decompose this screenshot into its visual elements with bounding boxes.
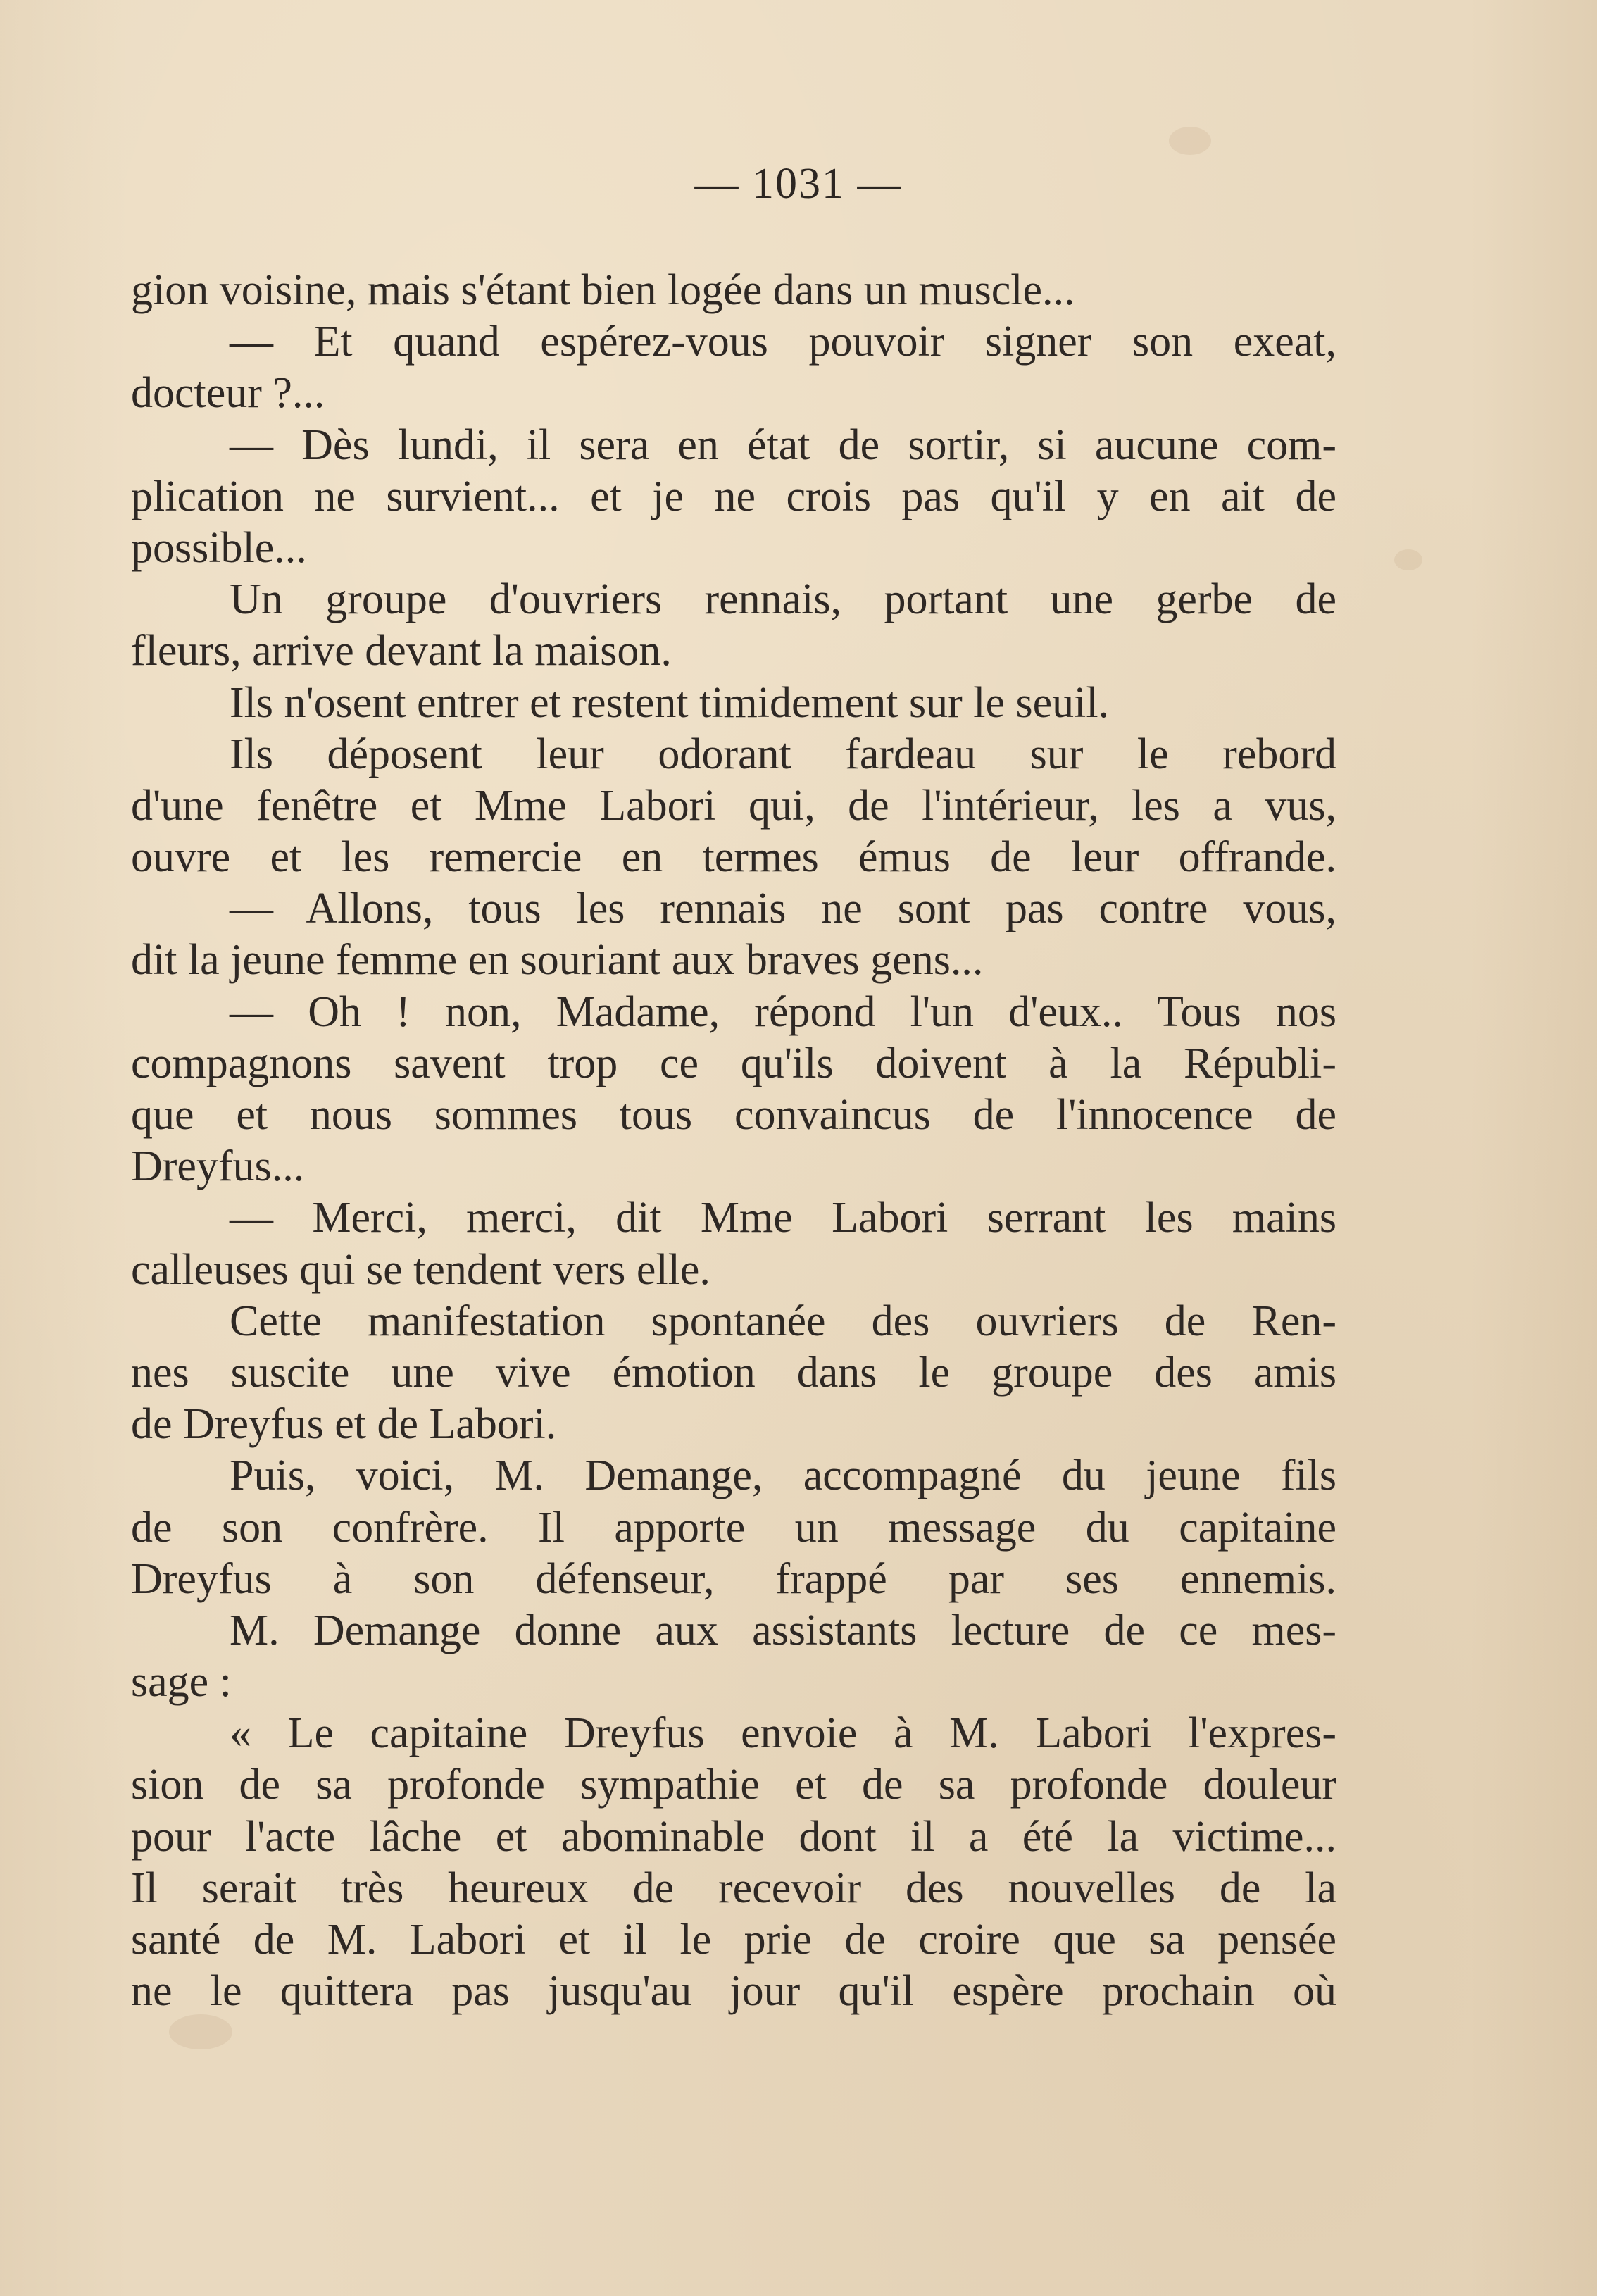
text-line: Dreyfus à son défenseur, frappé par ses ennemis.	[131, 1554, 1336, 1603]
text-line: santé de M. Labori et il le prie de croire que sa pensée	[131, 1916, 1336, 1964]
text-line: sion de sa profonde sympathie et de sa profonde douleur	[131, 1761, 1336, 1809]
text-line: sage :	[131, 1658, 232, 1707]
text-line: d'une fenêtre et Mme Labori qui, de l'intérieur, les a vus,	[131, 781, 1336, 830]
text-line: Puis, voici, M. Demange, accompagné du jeune fils	[230, 1452, 1336, 1500]
text-line: compagnons savent trop ce qu'ils doivent à la Républi-	[131, 1039, 1336, 1087]
text-line: Cette manifestation spontanée des ouvriers de Ren-	[230, 1297, 1336, 1345]
page-number: — 1031 —	[694, 160, 903, 208]
text-line: de Dreyfus et de Labori.	[131, 1400, 557, 1449]
text-line: — Allons, tous les rennais ne sont pas contre vous,	[230, 885, 1336, 933]
text-line: possible...	[131, 523, 307, 572]
text-line: — Merci, merci, dit Mme Labori serrant les mains	[230, 1194, 1336, 1242]
text-line: fleurs, arrive devant la maison.	[131, 627, 672, 675]
text-line: docteur ?...	[131, 369, 325, 418]
text-line: Il serait très heureux de recevoir des nouvelles de la	[131, 1864, 1336, 1912]
text-line: Dreyfus...	[131, 1142, 305, 1191]
text-line: calleuses qui se tendent vers elle.	[131, 1245, 710, 1294]
text-line: ne le quittera pas jusqu'au jour qu'il espère prochain où	[131, 1967, 1336, 2016]
text-line: Ils déposent leur odorant fardeau sur le rebord	[230, 730, 1336, 778]
text-line: ouvre et les remercie en termes émus de leur offrande.	[131, 833, 1336, 882]
body-text	[131, 265, 1336, 2017]
text-line: — Dès lundi, il sera en état de sortir, si aucune com-	[230, 420, 1336, 469]
paper-stain	[1394, 549, 1422, 570]
text-line: plication ne survient... et je ne crois pas qu'il y en ait de	[131, 472, 1336, 520]
text-line: « Le capitaine Dreyfus envoie à M. Labori l'expres-	[230, 1709, 1336, 1758]
text-line: Un groupe d'ouvriers rennais, portant une gerbe de	[230, 575, 1336, 624]
text-line: — Oh ! non, Madame, répond l'un d'eux.. Tous nos	[230, 987, 1336, 1036]
paper-stain	[169, 2014, 232, 2049]
text-line: pour l'acte lâche et abominable dont il a été la victime...	[131, 1812, 1336, 1861]
text-line: de son confrère. Il apporte un message du capitaine	[131, 1503, 1336, 1552]
text-line: dit la jeune femme en souriant aux braves gens...	[131, 936, 984, 985]
paper-stain	[1169, 127, 1211, 155]
text-line: — Et quand espérez-vous pouvoir signer son exeat,	[230, 318, 1336, 366]
text-line: gion voisine, mais s'étant bien logée dans un muscle...	[131, 266, 1075, 314]
text-line: que et nous sommes tous convaincus de l'innocence de	[131, 1091, 1336, 1139]
text-line: M. Demange donne aux assistants lecture de ce mes-	[230, 1606, 1336, 1654]
text-line: Ils n'osent entrer et restent timidement sur le seuil.	[230, 678, 1110, 727]
text-line: nes suscite une vive émotion dans le groupe des amis	[131, 1348, 1336, 1397]
